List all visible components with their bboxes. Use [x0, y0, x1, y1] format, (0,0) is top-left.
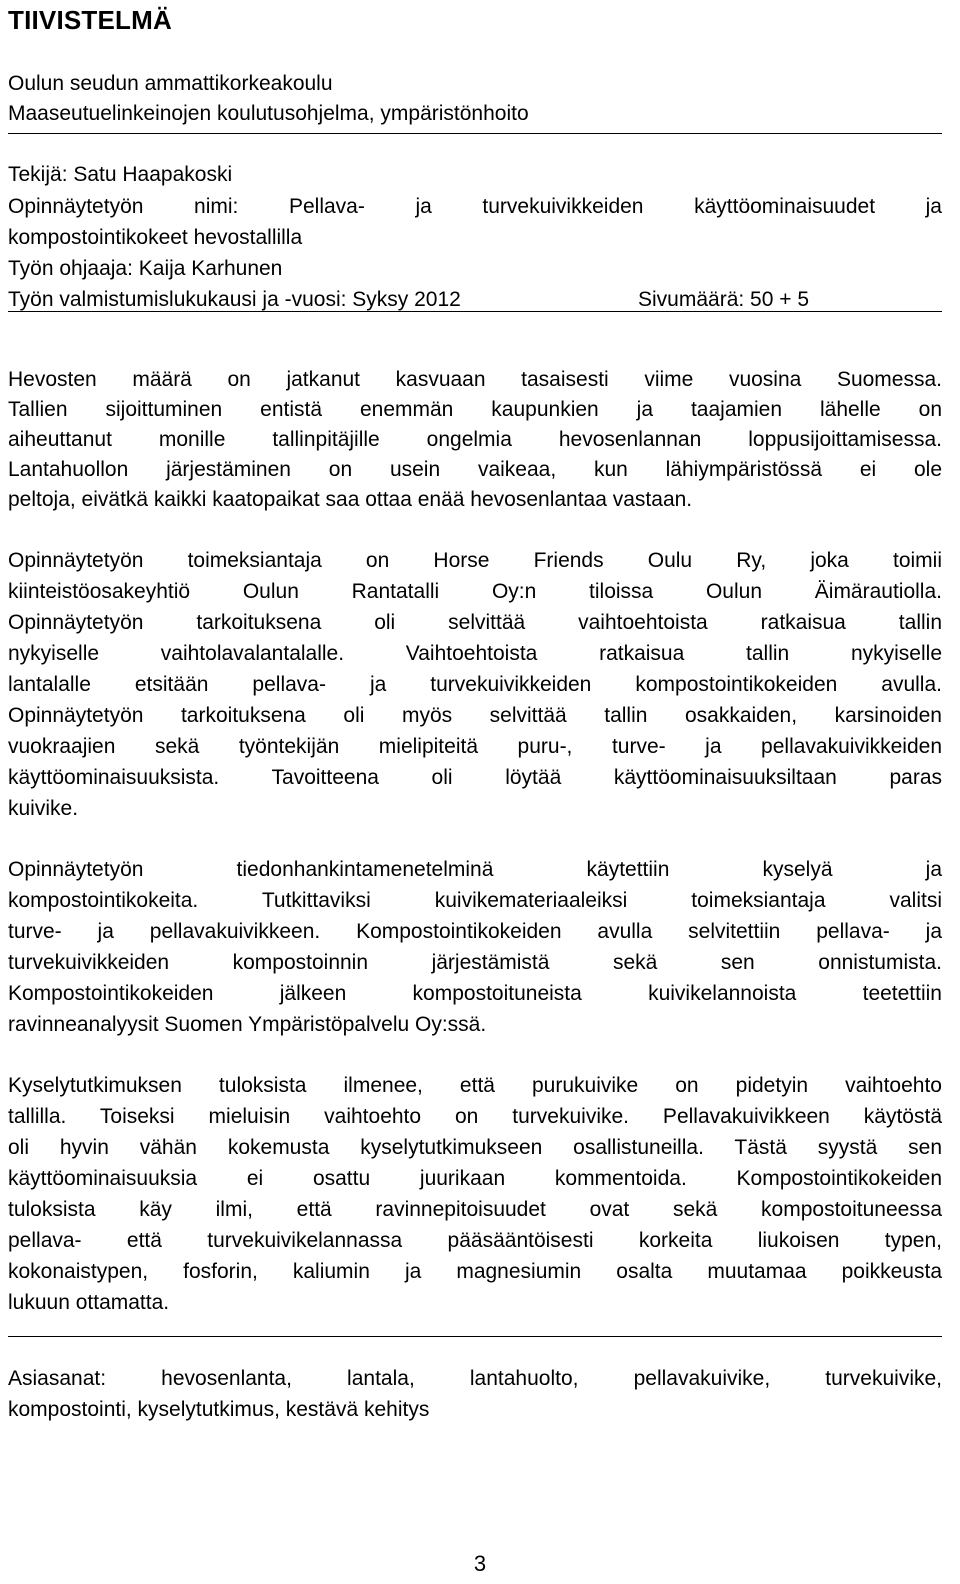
body-text-line: lantalalle etsitään pellava- ja turvekuivikkeiden kompostointikokeiden avulla. [8, 673, 942, 696]
body-text-line: tallilla. Toiseksi mieluisin vaihtoehto on turvekuivike. Pellavakuivikkeen käytöstä [8, 1105, 942, 1128]
body-text-line: käyttöominaisuuksista. Tavoitteena oli löytää käyttöominaisuuksiltaan paras [8, 766, 942, 789]
divider [8, 1336, 942, 1337]
institution-name: Oulun seudun ammattikorkeakoulu [8, 72, 333, 95]
body-text-line: Tallien sijoittuminen entistä enemmän kaupunkien ja taajamien lähelle on [8, 398, 942, 421]
divider [8, 311, 942, 312]
body-text-line: nykyiselle vaihtolavalantalalle. Vaihtoehtoista ratkaisua tallin nykyiselle [8, 642, 942, 665]
body-text-line: kokonaistypen, fosforin, kaliumin ja magnesiumin osalta muutamaa poikkeusta [8, 1260, 942, 1283]
body-text-line: Opinnäytetyön toimeksiantaja on Horse Friends Oulu Ry, joka toimii [8, 549, 942, 572]
body-text-line: Lantahuollon järjestäminen on usein vaikeaa, kun lähiympäristössä ei ole [8, 458, 942, 481]
completion-line: Työn valmistumislukukausi ja -vuosi: Syksy 2012 [8, 288, 461, 311]
body-text-line: pellava- että turvekuivikelannassa pääsääntöisesti korkeita liukoisen typen, [8, 1229, 942, 1252]
body-text-line: peltoja, eivätkä kaikki kaatopaikat saa ottaa enää hevosenlantaa vastaan. [8, 488, 693, 511]
body-text-line: Hevosten määrä on jatkanut kasvuaan tasaisesti viime vuosina Suomessa. [8, 368, 942, 391]
page-title: TIIVISTELMÄ [8, 5, 172, 35]
thesis-title-line: kompostointikokeet hevostallilla [8, 226, 303, 249]
body-text-line: ravinneanalyysit Suomen Ympäristöpalvelu Oy:ssä. [8, 1013, 487, 1036]
body-text-line: Opinnäytetyön tiedonhankintamenetelminä käytettiin kyselyä ja [8, 858, 942, 881]
page-number: 3 [473, 1551, 487, 1576]
body-text-line: käyttöominaisuuksia ei osattu juurikaan kommentoida. Kompostointikokeiden [8, 1167, 942, 1190]
body-text-line: turve- ja pellavakuivikkeen. Kompostointikokeiden avulla selvitettiin pellava- ja [8, 920, 942, 943]
author-line: Tekijä: Satu Haapakoski [8, 163, 233, 186]
body-text-line: vuokraajien sekä työntekijän mielipiteitä puru-, turve- ja pellavakuivikkeiden [8, 735, 942, 758]
body-text-line: lukuun ottamatta. [8, 1291, 170, 1314]
keywords-line: Asiasanat: hevosenlanta, lantala, lantahuolto, pellavakuivike, turvekuivike, [8, 1367, 942, 1390]
supervisor-line: Työn ohjaaja: Kaija Karhunen [8, 257, 283, 280]
body-text-line: kuivike. [8, 797, 79, 820]
body-text-line: tuloksista käy ilmi, että ravinnepitoisuudet ovat sekä kompostoituneessa [8, 1198, 942, 1221]
body-text-line: aiheuttanut monille tallinpitäjille ongelmia hevosenlannan loppusijoittamisessa. [8, 428, 942, 451]
divider [8, 133, 942, 134]
body-text-line: oli hyvin vähän kokemusta kyselytutkimukseen osallistuneilla. Tästä syystä sen [8, 1136, 942, 1159]
page-count: Sivumäärä: 50 + 5 [638, 288, 810, 311]
body-text-line: Opinnäytetyön tarkoituksena oli myös selvittää tallin osakkaiden, karsinoiden [8, 704, 942, 727]
body-text-line: Kyselytutkimuksen tuloksista ilmenee, että purukuivike on pidetyin vaihtoehto [8, 1074, 942, 1097]
body-text-line: turvekuivikkeiden kompostoinnin järjestämistä sekä sen onnistumista. [8, 951, 942, 974]
thesis-title-line: Opinnäytetyön nimi: Pellava- ja turvekuivikkeiden käyttöominaisuudet ja [8, 195, 942, 218]
body-text-line: kiinteistöosakeyhtiö Oulun Rantatalli Oy:n tiloissa Oulun Äimärautiolla. [8, 580, 942, 603]
body-text-line: Kompostointikokeiden jälkeen kompostoituneista kuivikelannoista teetettiin [8, 982, 942, 1005]
degree-programme: Maaseutuelinkeinojen koulutusohjelma, ympäristönhoito [8, 102, 529, 125]
body-text-line: Opinnäytetyön tarkoituksena oli selvittää vaihtoehtoista ratkaisua tallin [8, 611, 942, 634]
body-text-line: kompostointikokeita. Tutkittaviksi kuivikemateriaaleiksi toimeksiantaja valitsi [8, 889, 942, 912]
keywords-line: kompostointi, kyselytutkimus, kestävä kehitys [8, 1398, 430, 1421]
